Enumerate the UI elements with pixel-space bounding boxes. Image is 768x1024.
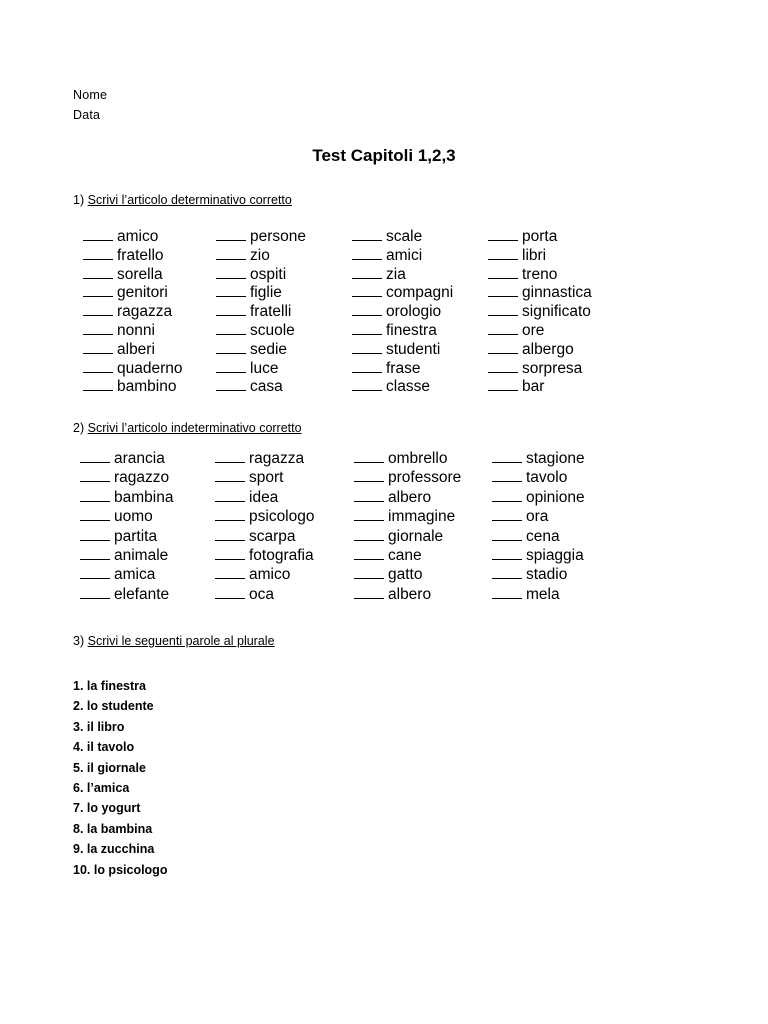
answer-blank[interactable]	[215, 507, 245, 521]
word-label: fratello	[117, 246, 164, 264]
word-label: scale	[386, 228, 423, 245]
answer-blank[interactable]	[352, 359, 382, 373]
word-row	[352, 302, 453, 321]
answer-blank[interactable]	[492, 527, 522, 541]
word-row	[83, 377, 183, 396]
word-label: albero	[388, 488, 432, 506]
answer-blank[interactable]	[216, 246, 246, 260]
answer-blank[interactable]	[354, 449, 384, 463]
answer-blank[interactable]	[492, 507, 522, 521]
word-label: ragazza	[249, 450, 305, 467]
word-label: fratelli	[250, 303, 292, 321]
word-row	[216, 340, 306, 359]
list-item: 9. la zucchina	[73, 842, 155, 857]
answer-blank[interactable]	[492, 546, 522, 560]
answer-blank[interactable]	[354, 507, 384, 521]
section-2-instruction: Scrivi l’articolo indeterminativo corretto	[87, 421, 302, 435]
word-label: libri	[522, 246, 547, 264]
word-label: studenti	[386, 340, 441, 358]
word-row	[215, 468, 315, 487]
word-column	[488, 227, 592, 396]
answer-blank[interactable]	[80, 527, 110, 541]
word-label: amico	[249, 566, 291, 584]
answer-blank[interactable]	[488, 265, 518, 279]
word-row	[80, 488, 173, 507]
answer-blank[interactable]	[80, 585, 110, 599]
word-column	[352, 227, 453, 396]
word-row	[492, 488, 585, 507]
section-3-instruction: Scrivi le seguenti parole al plurale	[87, 634, 275, 648]
word-row	[488, 227, 592, 246]
word-row	[488, 359, 592, 378]
word-row	[216, 265, 306, 284]
answer-blank[interactable]	[492, 468, 522, 482]
word-row	[492, 527, 585, 546]
word-label: arancia	[114, 450, 165, 467]
page-title: Test Capitoli 1,2,3	[312, 146, 456, 165]
word-row	[488, 265, 592, 284]
answer-blank[interactable]	[352, 265, 382, 279]
answer-blank[interactable]	[488, 246, 518, 260]
word-row	[83, 246, 183, 265]
list-item: 3. il libro	[73, 719, 125, 734]
word-row	[354, 565, 461, 584]
word-label: ospiti	[250, 265, 287, 283]
answer-blank[interactable]	[215, 527, 245, 541]
section-2-heading	[73, 421, 302, 435]
answer-blank[interactable]	[216, 321, 246, 335]
word-row	[215, 546, 315, 565]
word-label: spiaggia	[526, 546, 584, 564]
word-row	[216, 246, 306, 265]
answer-blank[interactable]	[492, 488, 522, 502]
answer-blank[interactable]	[80, 488, 110, 502]
answer-blank[interactable]	[352, 377, 382, 391]
answer-blank[interactable]	[83, 246, 113, 260]
word-row	[80, 527, 173, 546]
answer-blank[interactable]	[215, 468, 245, 482]
answer-blank[interactable]	[83, 321, 113, 335]
word-label: stadio	[526, 566, 568, 584]
word-row	[83, 340, 183, 359]
answer-blank[interactable]	[352, 321, 382, 335]
answer-blank[interactable]	[83, 359, 113, 373]
answer-blank[interactable]	[216, 359, 246, 373]
word-label: ragazza	[117, 303, 173, 321]
answer-blank[interactable]	[488, 321, 518, 335]
answer-blank[interactable]	[488, 227, 518, 241]
word-column	[492, 449, 585, 604]
word-label: sorpresa	[522, 359, 583, 377]
word-label: ora	[526, 508, 549, 526]
answer-blank[interactable]	[216, 302, 246, 316]
word-column	[80, 449, 173, 604]
word-row	[215, 449, 315, 468]
word-label: sport	[249, 469, 284, 487]
plural-word-list	[73, 676, 167, 880]
word-row	[80, 449, 173, 468]
word-row	[216, 302, 306, 321]
section-1-heading	[73, 193, 292, 207]
section-1-number: 1)	[73, 193, 85, 207]
word-row	[354, 468, 461, 487]
answer-blank[interactable]	[83, 227, 113, 241]
word-column	[354, 449, 461, 604]
word-label: scuole	[250, 321, 295, 339]
answer-blank[interactable]	[215, 565, 245, 579]
word-row	[354, 449, 461, 468]
word-label: stagione	[526, 450, 585, 467]
word-column	[215, 449, 315, 604]
word-row	[352, 265, 453, 284]
word-row	[80, 565, 173, 584]
word-label: genitori	[117, 284, 168, 302]
answer-blank[interactable]	[354, 565, 384, 579]
word-label: compagni	[386, 284, 454, 302]
word-label: cane	[388, 546, 422, 564]
word-label: mela	[526, 585, 560, 603]
word-row	[354, 546, 461, 565]
word-label: porta	[522, 228, 558, 245]
word-row	[352, 321, 453, 340]
word-row	[215, 565, 315, 584]
word-row	[492, 546, 585, 565]
answer-blank[interactable]	[492, 585, 522, 599]
word-row	[352, 246, 453, 265]
word-label: sedie	[250, 340, 288, 358]
section-3-number: 3)	[73, 634, 85, 648]
answer-blank[interactable]	[216, 227, 246, 241]
word-row	[80, 507, 173, 526]
answer-blank[interactable]	[83, 302, 113, 316]
word-label: quaderno	[117, 359, 183, 377]
word-label: scarpa	[249, 527, 296, 545]
answer-blank[interactable]	[215, 546, 245, 560]
answer-blank[interactable]	[354, 585, 384, 599]
word-label: cena	[526, 527, 560, 545]
word-row	[492, 585, 585, 604]
word-label: casa	[250, 378, 283, 396]
answer-blank[interactable]	[352, 283, 382, 297]
word-label: ragazzo	[114, 469, 170, 487]
answer-blank[interactable]	[492, 449, 522, 463]
answer-blank[interactable]	[80, 468, 110, 482]
word-row	[215, 507, 315, 526]
word-row	[216, 321, 306, 340]
word-label: significato	[522, 303, 591, 321]
answer-blank[interactable]	[215, 488, 245, 502]
answer-blank[interactable]	[488, 377, 518, 391]
word-label: zia	[386, 265, 406, 283]
word-label: uomo	[114, 508, 153, 526]
word-row	[215, 585, 315, 604]
word-label: idea	[249, 488, 279, 506]
answer-blank[interactable]	[83, 377, 113, 391]
word-label: luce	[250, 359, 279, 377]
list-item: 2. lo studente	[73, 699, 154, 714]
word-row	[352, 340, 453, 359]
word-row	[215, 488, 315, 507]
word-column	[83, 227, 183, 396]
answer-blank[interactable]	[216, 265, 246, 279]
word-row	[488, 377, 592, 396]
word-row	[492, 468, 585, 487]
word-label: nonni	[117, 321, 155, 339]
word-row	[216, 283, 306, 302]
word-row	[488, 321, 592, 340]
list-item: 5. il giornale	[73, 760, 146, 775]
word-row	[488, 246, 592, 265]
word-label: animale	[114, 546, 169, 564]
word-label: gatto	[388, 566, 423, 584]
word-row	[492, 449, 585, 468]
answer-blank[interactable]	[352, 246, 382, 260]
answer-blank[interactable]	[216, 377, 246, 391]
word-label: fotografia	[249, 546, 314, 564]
word-row	[352, 359, 453, 378]
word-row	[352, 283, 453, 302]
answer-blank[interactable]	[354, 546, 384, 560]
answer-blank[interactable]	[354, 488, 384, 502]
word-row	[83, 283, 183, 302]
name-label: Nome	[73, 88, 108, 102]
answer-blank[interactable]	[215, 449, 245, 463]
answer-blank[interactable]	[215, 585, 245, 599]
word-label: ombrello	[388, 450, 448, 467]
word-row	[215, 527, 315, 546]
list-item: 1. la finestra	[73, 679, 146, 693]
word-row	[83, 265, 183, 284]
word-label: sorella	[117, 265, 163, 283]
answer-blank[interactable]	[83, 340, 113, 354]
word-row	[488, 283, 592, 302]
list-item: 7. lo yogurt	[73, 801, 141, 816]
answer-blank[interactable]	[488, 340, 518, 354]
answer-blank[interactable]	[83, 283, 113, 297]
word-row	[354, 585, 461, 604]
answer-blank[interactable]	[488, 359, 518, 373]
word-label: amico	[117, 228, 159, 245]
word-label: immagine	[388, 508, 456, 526]
answer-blank[interactable]	[492, 565, 522, 579]
word-label: frase	[386, 359, 421, 377]
answer-blank[interactable]	[352, 302, 382, 316]
word-label: zio	[250, 246, 270, 264]
word-label: psicologo	[249, 508, 315, 526]
word-label: alberi	[117, 340, 155, 358]
answer-blank[interactable]	[216, 283, 246, 297]
word-label: treno	[522, 265, 558, 283]
word-row	[80, 585, 173, 604]
word-row	[488, 302, 592, 321]
word-label: orologio	[386, 303, 442, 321]
word-label: classe	[386, 378, 430, 396]
word-row	[492, 565, 585, 584]
section-3-heading	[73, 634, 275, 648]
word-label: amica	[114, 566, 156, 584]
answer-blank[interactable]	[80, 546, 110, 560]
answer-blank[interactable]	[352, 340, 382, 354]
answer-blank[interactable]	[354, 527, 384, 541]
answer-blank[interactable]	[352, 227, 382, 241]
word-row	[216, 377, 306, 396]
answer-blank[interactable]	[488, 283, 518, 297]
word-row	[80, 546, 173, 565]
word-row	[492, 507, 585, 526]
word-row	[354, 507, 461, 526]
word-row	[216, 359, 306, 378]
list-item: 10. lo psicologo	[73, 862, 168, 877]
word-label: oca	[249, 585, 274, 603]
word-label: opinione	[526, 488, 585, 506]
word-label: tavolo	[526, 469, 568, 487]
word-label: elefante	[114, 585, 170, 603]
word-row	[83, 302, 183, 321]
word-row	[83, 321, 183, 340]
word-label: figlie	[250, 284, 282, 302]
word-row	[354, 488, 461, 507]
answer-blank[interactable]	[80, 449, 110, 463]
word-label: professore	[388, 469, 462, 487]
answer-blank[interactable]	[216, 340, 246, 354]
list-item: 8. la bambina	[73, 821, 153, 836]
word-label: ore	[522, 321, 545, 339]
answer-blank[interactable]	[488, 302, 518, 316]
word-label: albero	[388, 585, 432, 603]
word-column	[216, 227, 306, 396]
word-row	[216, 227, 306, 246]
word-label: albergo	[522, 340, 574, 358]
word-row	[83, 359, 183, 378]
word-label: ginnastica	[522, 284, 592, 302]
word-label: amici	[386, 246, 423, 264]
word-label: bar	[522, 378, 545, 396]
answer-blank[interactable]	[354, 468, 384, 482]
word-label: bambino	[117, 378, 177, 396]
word-label: giornale	[388, 527, 444, 545]
word-row	[352, 377, 453, 396]
word-row	[80, 468, 173, 487]
list-item: 4. il tavolo	[73, 740, 135, 755]
word-label: persone	[250, 228, 307, 245]
word-row	[83, 227, 183, 246]
word-row	[488, 340, 592, 359]
section-1-instruction: Scrivi l’articolo determinativo corretto	[87, 193, 292, 207]
date-label: Data	[73, 108, 101, 122]
word-row	[352, 227, 453, 246]
list-item: 6. l’amica	[73, 780, 130, 795]
section-2-number: 2)	[73, 421, 85, 435]
answer-blank[interactable]	[80, 565, 110, 579]
word-label: partita	[114, 527, 158, 545]
word-row	[354, 527, 461, 546]
word-label: finestra	[386, 321, 437, 339]
answer-blank[interactable]	[80, 507, 110, 521]
word-label: bambina	[114, 488, 174, 506]
answer-blank[interactable]	[83, 265, 113, 279]
